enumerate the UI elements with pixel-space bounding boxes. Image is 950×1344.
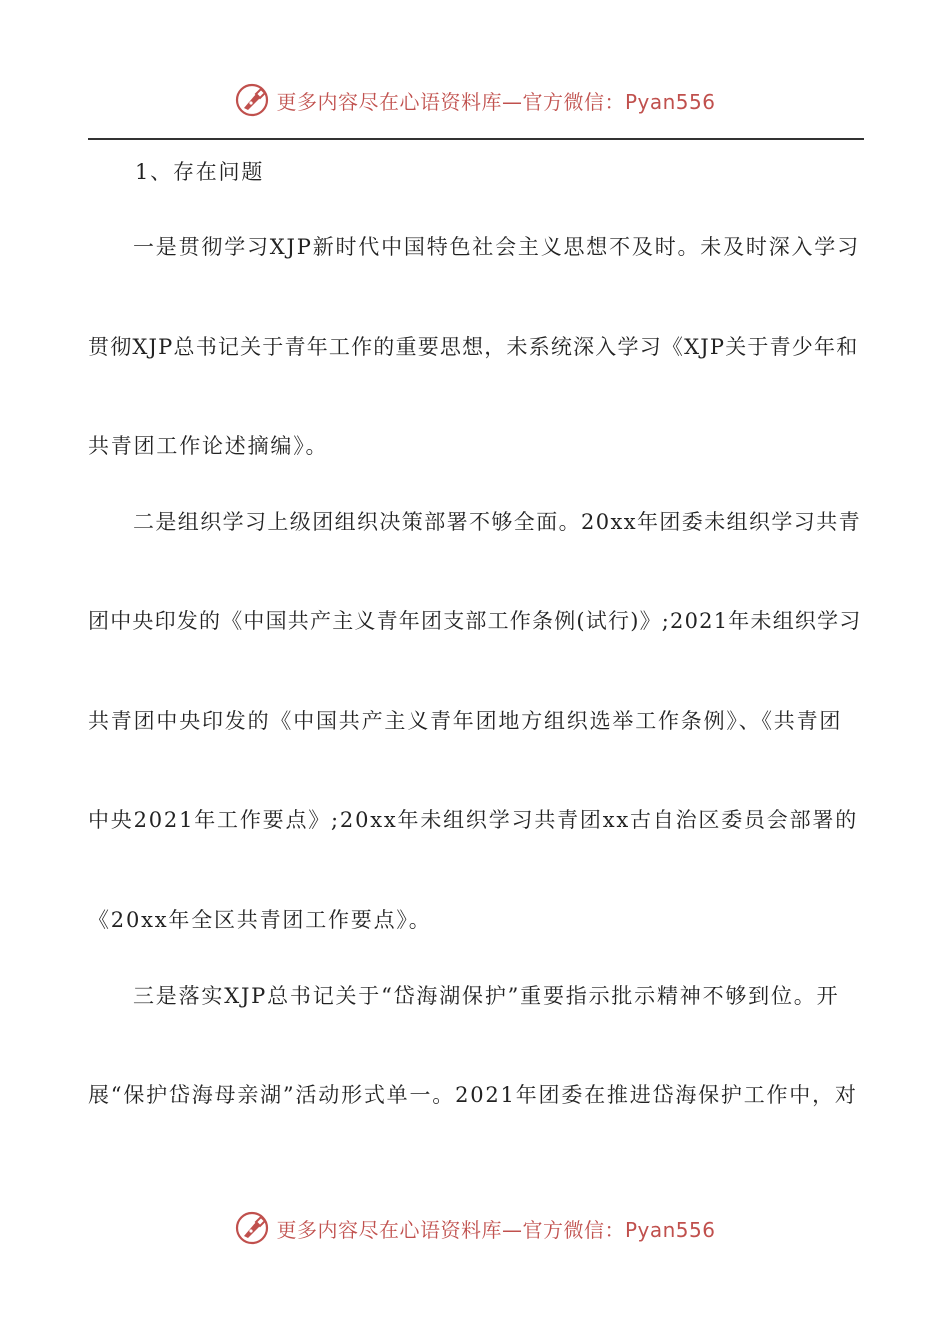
paragraph-line: 共青团工作论述摘编》。 [88, 434, 329, 458]
watermark-text-bottom: 更多内容尽在心语资料库—官方微信：Pyan556 [276, 1217, 716, 1242]
pen-nib-logo-icon [234, 82, 270, 118]
pen-nib-logo-icon [234, 1210, 270, 1246]
paragraph-line: 二是组织学习上级团组织决策部署不够全面。20xx年团委未组织学习共青 [133, 510, 862, 534]
section-heading: 1、存在问题 [135, 160, 265, 184]
paragraph-line: 中央2021年工作要点》;20xx年未组织学习共青团xx古自治区委员会部署的 [88, 808, 859, 832]
watermark-text-top: 更多内容尽在心语资料库—官方微信：Pyan556 [276, 89, 716, 114]
paragraph-line: 贯彻XJP总书记关于青年工作的重要思想，未系统深入学习《XJP关于青少年和 [88, 335, 859, 359]
paragraph-line: 《20xx年全区共青团工作要点》。 [88, 908, 432, 932]
paragraph-line: 展“保护岱海母亲湖”活动形式单一。2021年团委在推进岱海保护工作中，对 [88, 1083, 858, 1107]
paragraph-line: 一是贯彻学习XJP新时代中国特色社会主义思想不及时。未及时深入学习 [133, 235, 860, 259]
header-rule [88, 138, 864, 140]
paragraph-line: 三是落实XJP总书记关于“岱海湖保护”重要指示批示精神不够到位。开 [133, 984, 840, 1008]
watermark-footer-bottom [0, 1210, 950, 1246]
watermark-header-top [0, 82, 950, 118]
paragraph-line: 团中央印发的《中国共产主义青年团支部工作条例(试行)》;2021年未组织学习 [88, 609, 862, 633]
paragraph-line: 共青团中央印发的《中国共产主义青年团地方组织选举工作条例》、《共青团 [88, 709, 843, 733]
